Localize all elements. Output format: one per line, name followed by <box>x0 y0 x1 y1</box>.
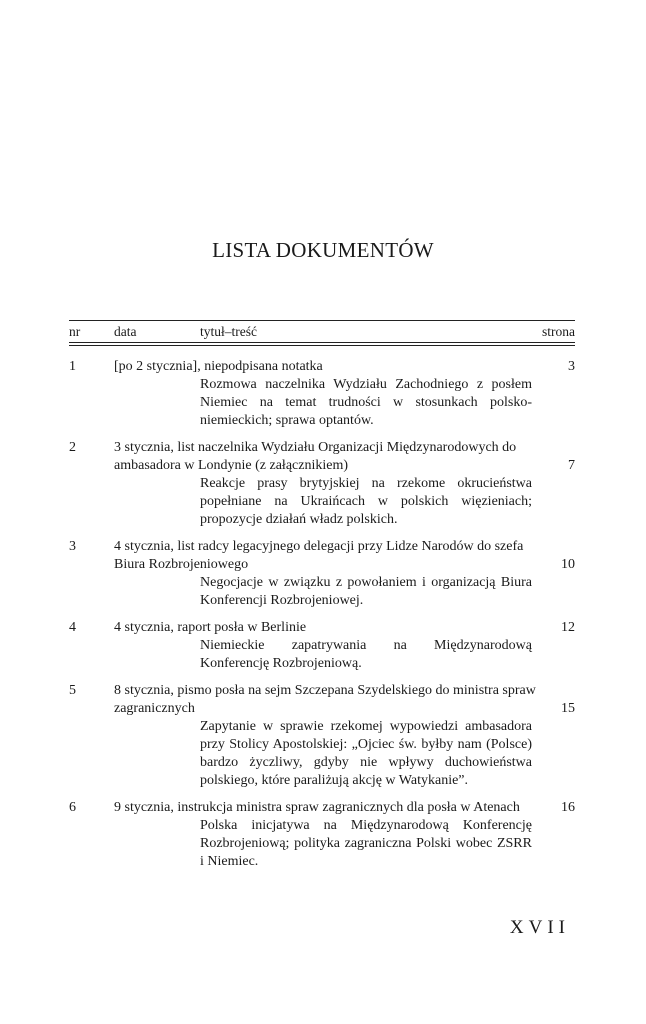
header-rule-bottom-double <box>69 345 575 346</box>
column-header-date: data <box>114 324 137 339</box>
list-item <box>69 358 575 430</box>
column-header-row <box>69 324 575 342</box>
entry-page: 7 <box>568 458 575 473</box>
column-header-page: strona <box>542 324 575 339</box>
entry-number: 2 <box>69 440 76 455</box>
entry-description: Polska inicjatywa na Międzynarodową Konferencję Rozbrojeniową; polityka zagraniczna Polski wobec ZSRR i Niemiec. <box>200 818 532 869</box>
entry-number: 4 <box>69 620 76 635</box>
entry-description: Rozmowa naczelnika Wydziału Zachodniego z posłem Niemiec na temat trudności w stosunkach polsko-niemieckich; sprawa optantów. <box>200 377 532 428</box>
list-item <box>69 619 575 673</box>
entry-number: 6 <box>69 800 76 815</box>
entry-heading: 4 stycznia, raport posła w Berlinie <box>114 620 307 635</box>
entry-description: Niemieckie zapatrywania na Międzynarodową Konferencję Rozbrojeniową. <box>200 638 532 671</box>
header-rule-top <box>69 320 575 321</box>
column-header-title: tytuł–treść <box>200 324 257 339</box>
entry-heading: 4 stycznia, list radcy legacyjnego delegacji przy Lidze Narodów do szefa Biura Rozbrojeniowego <box>114 539 524 572</box>
page-folio: XVII <box>509 917 570 938</box>
column-header-nr: nr <box>69 324 81 339</box>
entry-description: Negocjacje w związku z powołaniem i organizacją Biura Konferencji Rozbrojeniowej. <box>200 575 532 608</box>
header-rule-bottom <box>69 342 575 343</box>
entry-heading: 9 stycznia, instrukcja ministra spraw zagranicznych dla posła w Atenach <box>114 800 520 815</box>
entry-number: 3 <box>69 539 76 554</box>
list-item <box>69 682 575 790</box>
entry-number: 1 <box>69 359 76 374</box>
entry-heading: 3 stycznia, list naczelnika Wydziału Organizacji Międzynarodowych do ambasadora w Londynie (z załącznikiem) <box>114 440 517 473</box>
list-item <box>69 799 575 871</box>
document-list <box>69 358 575 880</box>
entry-description: Reakcje prasy brytyjskiej na rzekome okrucieństwa popełniane na Ukraińcach w polskich więzieniach; propozycje działań władz polskich. <box>200 476 532 527</box>
page-title: LISTA DOKUMENTÓW <box>212 238 434 262</box>
entry-number: 5 <box>69 683 76 698</box>
entry-heading: [po 2 stycznia], niepodpisana notatka <box>114 359 323 374</box>
entry-page: 16 <box>561 800 575 815</box>
entry-page: 3 <box>568 359 575 374</box>
entry-page: 15 <box>561 701 575 716</box>
list-item <box>69 538 575 610</box>
entry-page: 10 <box>561 557 575 572</box>
entry-page: 12 <box>561 620 575 635</box>
list-item <box>69 439 575 529</box>
entry-description: Zapytanie w sprawie rzekomej wypowiedzi ambasadora przy Stolicy Apostolskiej: „Ojciec św. byłby nam (Polsce) bardzo życzliwy, gdyby nie wpływy duchowieństwa polskiego, które paraliżują akcję w Watykanie”. <box>200 719 532 788</box>
entry-heading: 8 stycznia, pismo posła na sejm Szczepana Szydelskiego do ministra spraw zagranicznych <box>114 683 536 716</box>
